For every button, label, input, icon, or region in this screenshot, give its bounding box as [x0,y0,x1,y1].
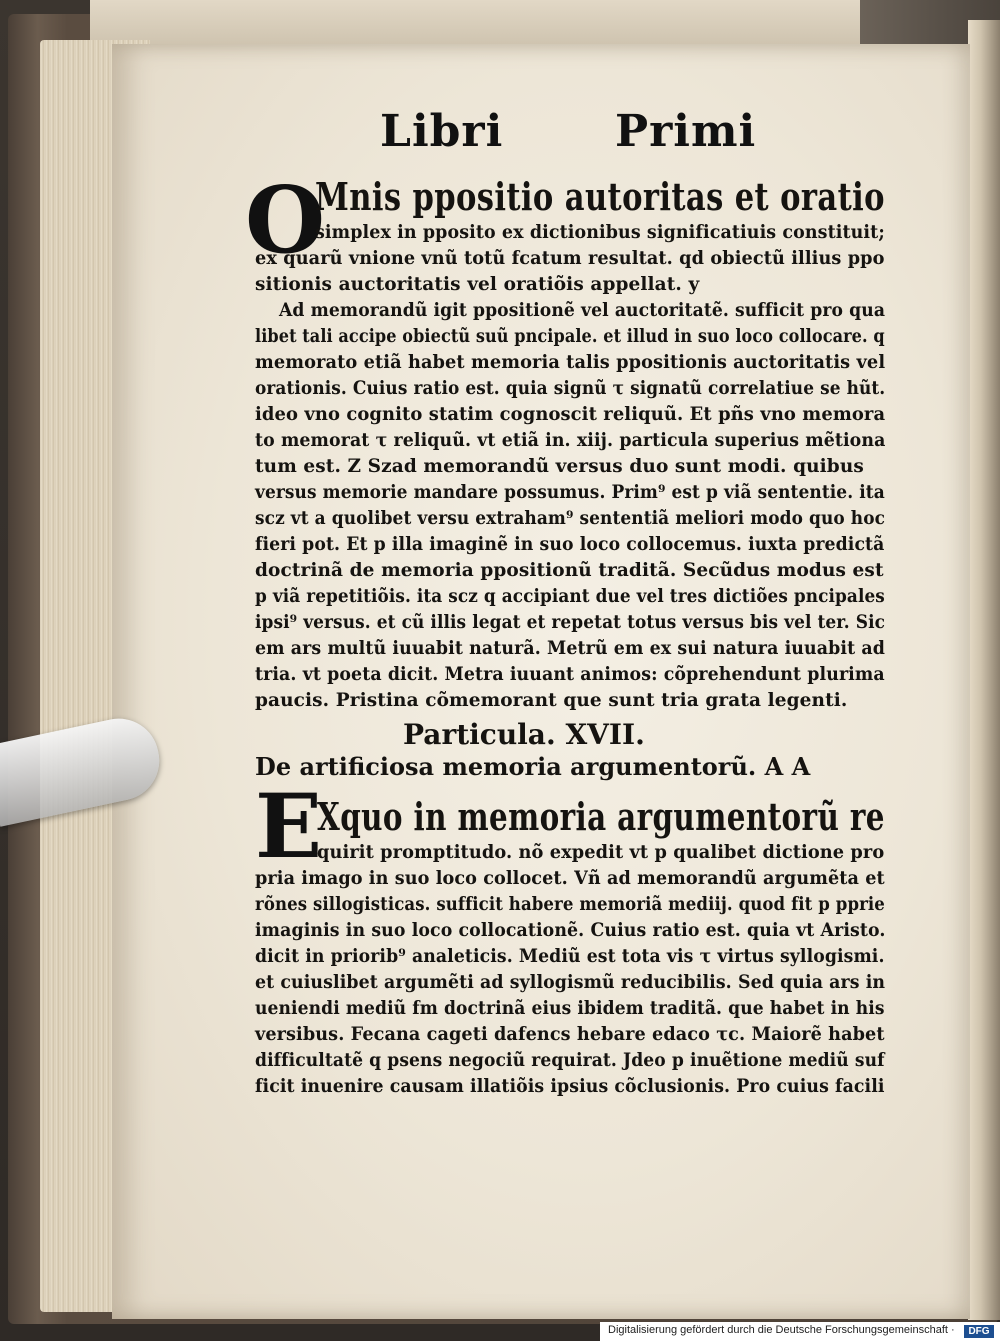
text-line: Mnis ppositio autoritas et oratio [315,174,885,219]
text-line: simplex in pposito ex dictionibus significatiuis constituit; [315,222,885,243]
text-line: scz vt a quolibet versu extraham⁹ sententiã meliori modo quo hoc [255,508,886,529]
running-head-right: Primi [615,106,757,157]
text-line: imaginis in suo loco collocationẽ. Cuius ratio est. quia vt Aristo. [255,920,886,941]
text-line: ueniendi mediũ fm doctrinã eius ibidem traditã. que habet in his [255,998,885,1019]
text-line: libet tali accipe obiectũ suũ pncipale. et illud in suo loco collocare. q [255,326,885,347]
book-page [112,44,970,1319]
particula-subtitle: De artificiosa memoria argumentorũ. A A [255,752,811,781]
text-line: paucis. Pristina cõmemorant que sunt tria grata legenti. [255,690,848,711]
particula-title: Particula. XVII. [403,718,645,751]
text-line: doctrinã de memoria ppositionũ traditã. Secũdus modus est [255,560,884,581]
text-line: quirit promptitudo. nõ expedit vt p qualibet dictione pro [317,842,885,863]
text-line: versus memorie mandare possumus. Prim⁹ est p viã sententie. ita [255,482,885,503]
text-line: tria. vt poeta dicit. Metra iuuant animos: cõprehendunt plurima [255,664,885,685]
text-line: em ars multũ iuuabit naturã. Metrũ em ex sui natura iuuabit ad [255,638,885,659]
text-line: dicit in priorib⁹ analeticis. Mediũ est tota vis τ virtus syllogismi. [255,946,885,967]
drop-cap-1: O [245,166,326,274]
text-line: et cuiuslibet argumẽti ad syllogismũ reducibilis. Sed quia ars in [255,972,886,993]
text-line: orationis. Cuius ratio est. quia signũ τ signatũ correlatiue se hũt. [255,378,886,399]
text-line: Ad memorandũ igit ppositionẽ vel auctoritatẽ. sufficit pro qua [279,300,886,321]
text-line: rõnes sillogisticas. sufficit habere memoriã mediij. quod fit p pprie [255,894,885,915]
funding-credit: Digitalisierung gefördert durch die Deutsche Forschungsgemeinschaft · [608,1324,955,1336]
text-line: fieri pot. Et p illa imaginẽ in suo loco collocemus. iuxta predictã [255,534,885,555]
text-line: ex quarũ vnione vnũ totũ fcatum resultat. qd obiectũ illius ppo [255,248,885,269]
text-line: tum est. Z Szad memorandũ versus duo sunt modi. quibus [255,456,864,477]
text-line: Xquo in memoria argumentorũ re [317,794,885,839]
text-line: sitionis auctoritatis vel oratiõis appellat. y [255,274,700,295]
text-line: ideo vno cognito statim cognoscit reliquũ. Et pñs vno memora [255,404,886,425]
text-line: ficit inuenire causam illatiõis ipsius cõclusionis. Pro cuius facili [255,1076,885,1097]
text-line: p viã repetitiõis. ita scz q accipiant due vel tres dictiões pncipales [255,586,885,607]
text-line: pria imago in suo loco collocet. Vñ ad memorandũ argumẽta et [255,868,885,889]
right-page-edge [968,20,1000,1320]
text-line: to memorat τ reliquũ. vt etiã in. xiij. particula superius mẽtiona [255,430,886,451]
text-line: memorato etiã habet memoria talis ppositionis auctoritatis vel [255,352,886,373]
running-head-left: Libri [380,106,504,157]
text-line: ipsi⁹ versus. et cũ illis legat et repetat totus versus bis vel ter. Sic [255,612,886,633]
text-line: difficultatẽ q psens negociũ requirat. Jdeo p inuẽtione mediũ suf [255,1050,885,1071]
drop-cap-2: E [255,774,323,878]
dfg-logo: DFG [964,1325,994,1338]
text-line: versibus. Fecana cageti dafencs hebare edaco τc. Maiorẽ habet [255,1024,885,1045]
